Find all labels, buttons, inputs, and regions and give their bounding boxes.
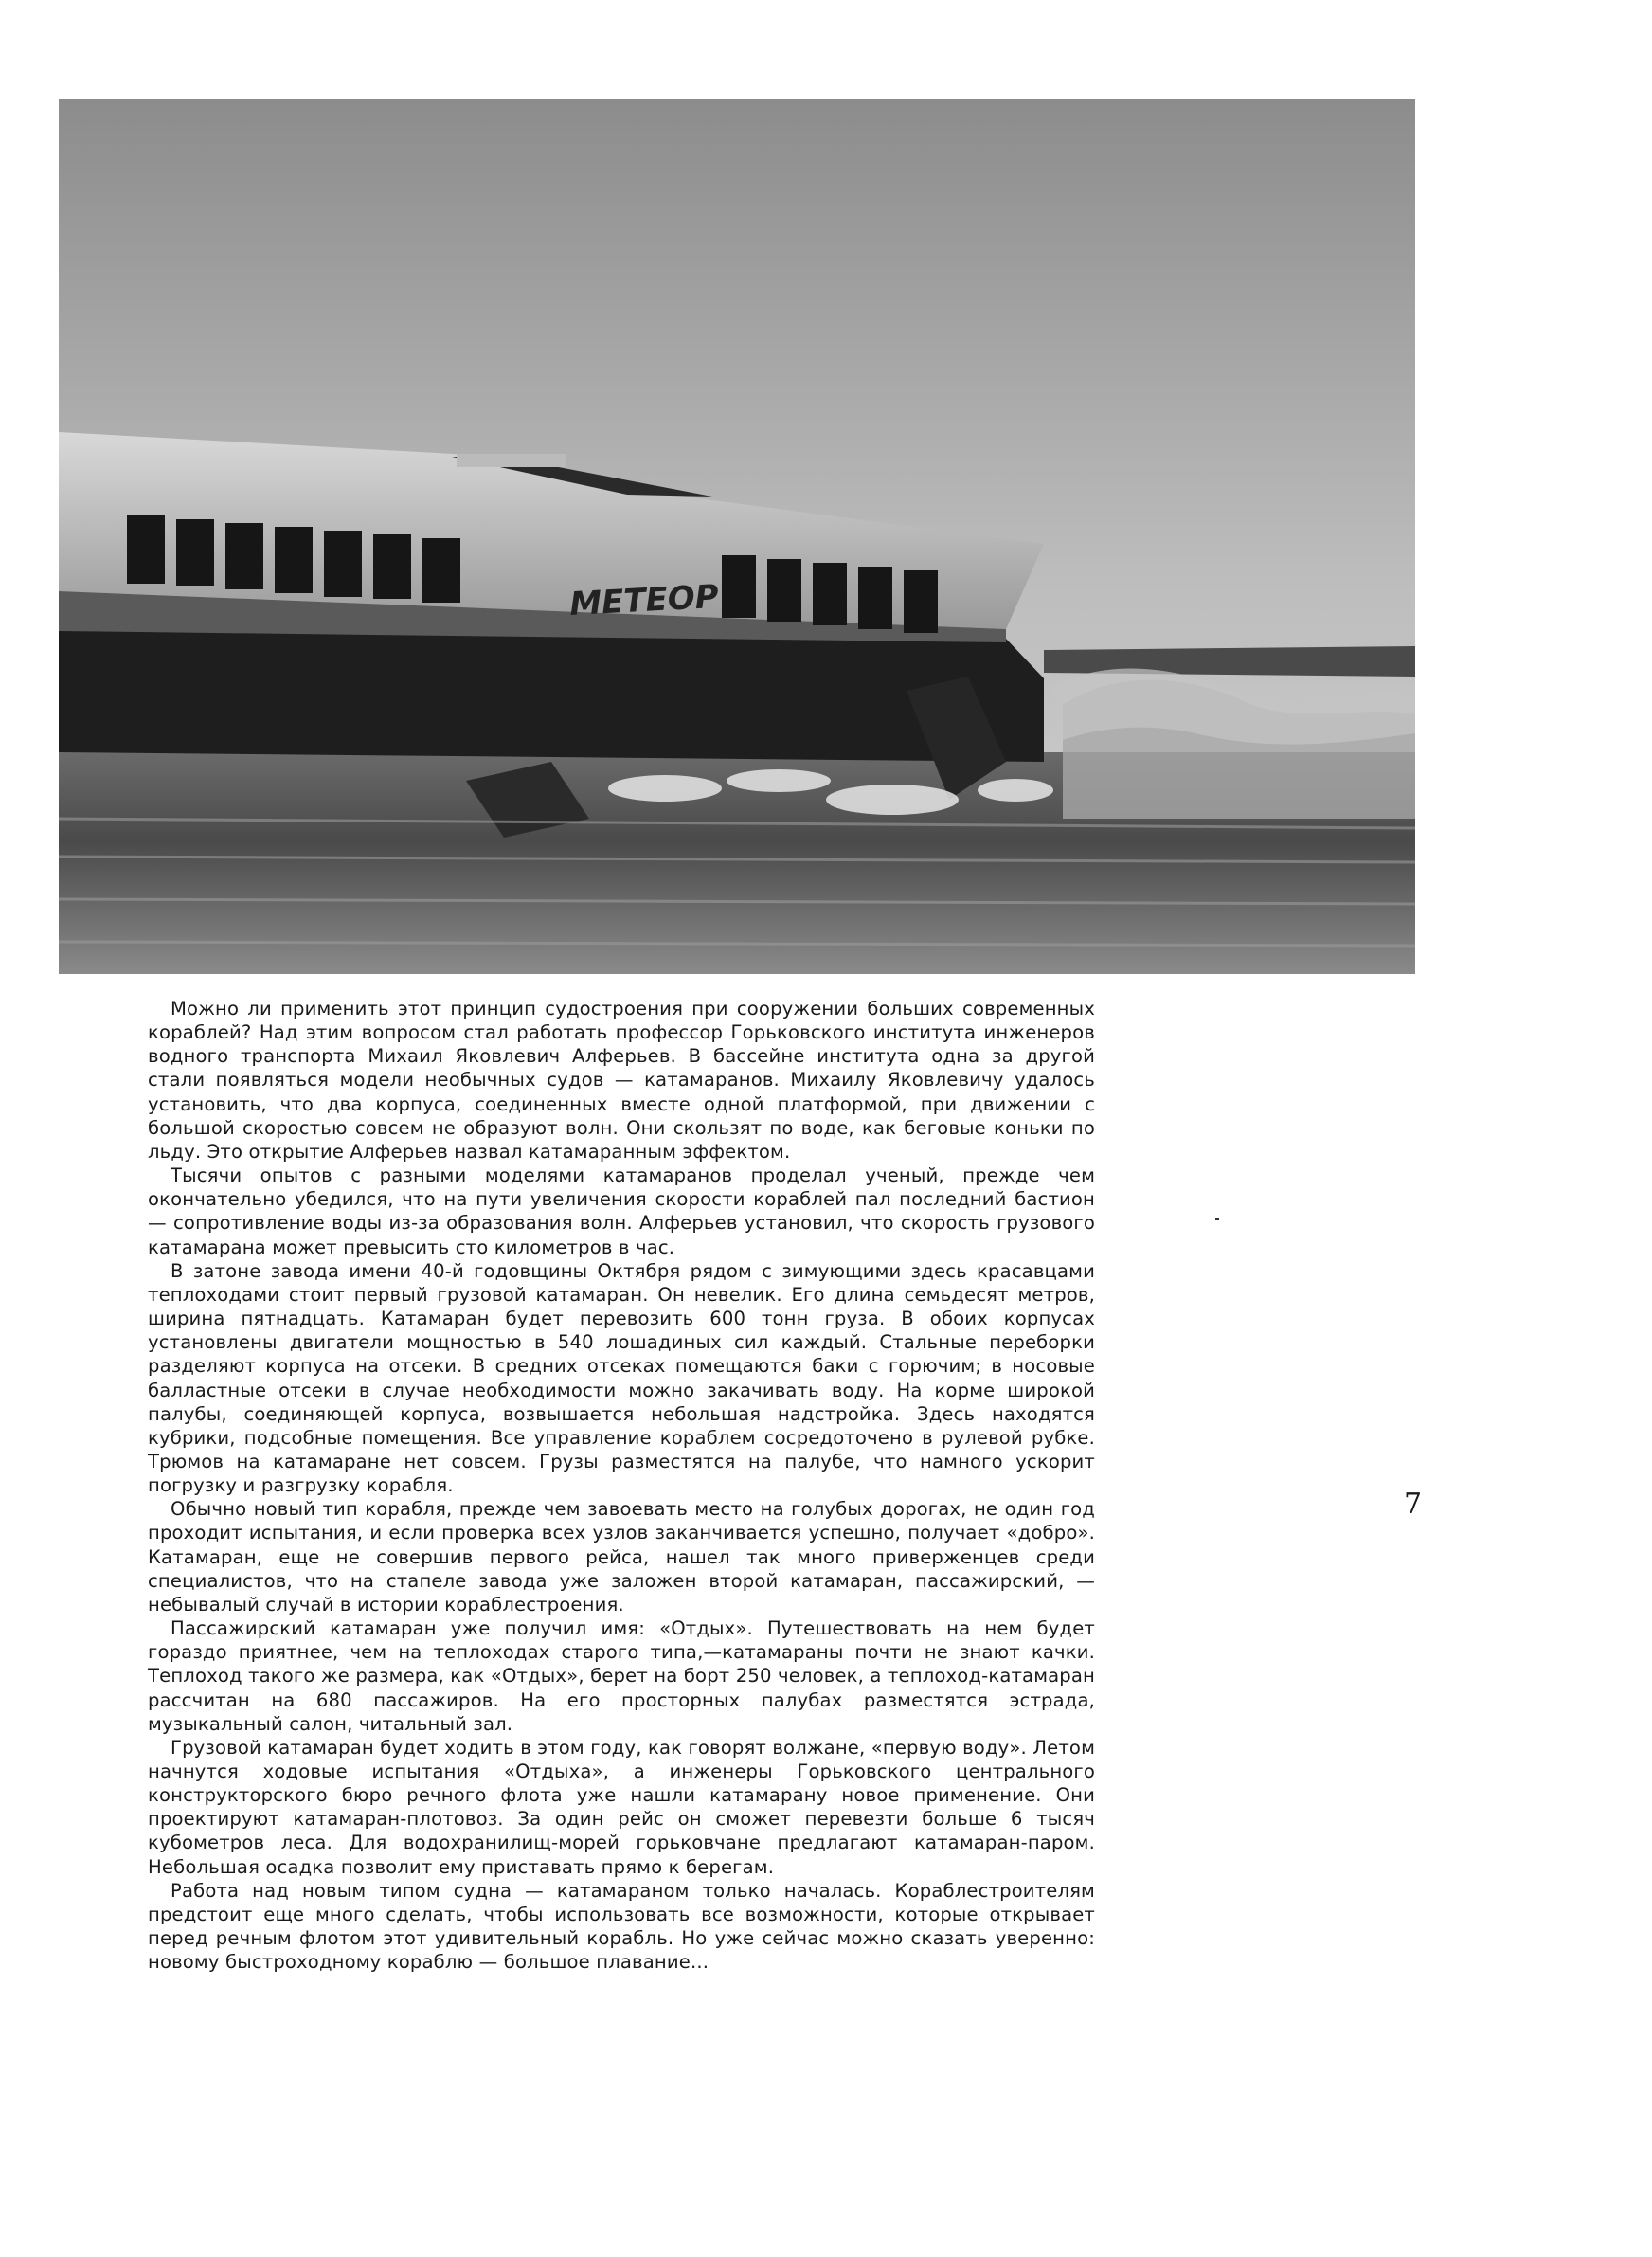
ship-photo-illustration xyxy=(59,99,1415,974)
page-number: 7 xyxy=(1404,1488,1423,1521)
paragraph: В затоне завода имени 40-й годовщины Октября рядом с зимующими здесь красавцами теплоходами стоит первый грузовой катамаран. Он невелик. Его длина семьдесят метров, ширина пятнадцать. Катамаран будет перевозить 600 тонн груза. В обоих корпусах установлены двигатели мощностью в 540 лошадиных сил каждый. Стальные переборки разделяют корпуса на отсеки. В средних отсеках помещаются баки с горючим; в носовые балластные отсеки в случае необходимости можно закачивать воду. На корме широкой палубы, соединяющей корпуса, возвышается небольшая надстройка. Здесь находятся кубрики, подсобные помещения. Все управление кораблем сосредоточено в рулевой рубке. Трюмов на катамаране нет совсем. Грузы разместятся на палубе, что намного ускорит погрузку и разгрузку корабля. xyxy=(148,1259,1095,1497)
paragraph: Пассажирский катамаран уже получил имя: «Отдых». Путешествовать на нем будет гораздо приятнее, чем на теплоходах старого типа,—катамараны почти не знают качки. Теплоход такого же размера, как «Отдых», берет на борт 250 человек, а теплоход-катамаран рассчитан на 680 пассажиров. На его просторных палубах разместятся эстрада, музыкальный салон, читальный зал. xyxy=(148,1617,1095,1735)
paragraph: Тысячи опытов с разными моделями катамаранов проделал ученый, прежде чем окончательно убедился, что на пути увеличения скорости кораблей пал последний бастион — сопротивление воды из-за образования волн. Алферьев установил, что скорость грузового катамарана может превысить сто километров в час. xyxy=(148,1165,1095,1258)
paragraph: Можно ли применить этот принцип судостроения при сооружении больших современных кораблей? Над этим вопросом стал работать профессор Горьковского института инженеров водного транспорта Михаил Яковлевич Алферьев. В бассейне института одна за другой стали появляться модели необычных судов — катамаранов. Михаилу Яковлевичу удалось установить, что два корпуса, соединенных вместе одной платформой, при движении с большой скоростью совсем не образуют волн. Они скользят по воде, как беговые коньки по льду. Это открытие Алферьев назвал катамаранным эффектом. xyxy=(148,998,1095,1163)
article-text xyxy=(148,997,1095,1974)
speck xyxy=(1215,1218,1219,1220)
hydrofoil-photo xyxy=(59,99,1415,974)
paragraph: Работа над новым типом судна — катамараном только началась. Кораблестроителям предстоит еще много сделать, чтобы использовать все возможности, которые открывает перед речным флотом этот удивительный корабль. Но уже сейчас можно сказать уверенно: новому быстроходному кораблю — большое плавание... xyxy=(148,1879,1095,1974)
paragraph: Грузовой катамаран будет ходить в этом году, как говорят волжане, «первую воду». Летом начнутся ходовые испытания «Отдыха», а инженеры Горьковского центрального конструкторского бюро речного флота уже нашли катамарану новое применение. Они проектируют катамаран-плотовоз. За один рейс он сможет перевезти больше 6 тысяч кубометров леса. Для водохранилищ-морей горьковчане предлагают катамаран-паром. Небольшая осадка позволит ему приставать прямо к берегам. xyxy=(148,1736,1095,1878)
paragraph: Обычно новый тип корабля, прежде чем завоевать место на голубых дорогах, не один год проходит испытания, и если проверка всех узлов заканчивается успешно, получает «добро». Катамаран, еще не совершив первого рейса, нашел так много приверженцев среди специалистов, что на стапеле завода уже заложен второй катамаран, пассажирский, — небывалый случай в истории кораблестроения. xyxy=(148,1498,1095,1616)
ship-name: МЕТЕОР xyxy=(568,577,720,623)
